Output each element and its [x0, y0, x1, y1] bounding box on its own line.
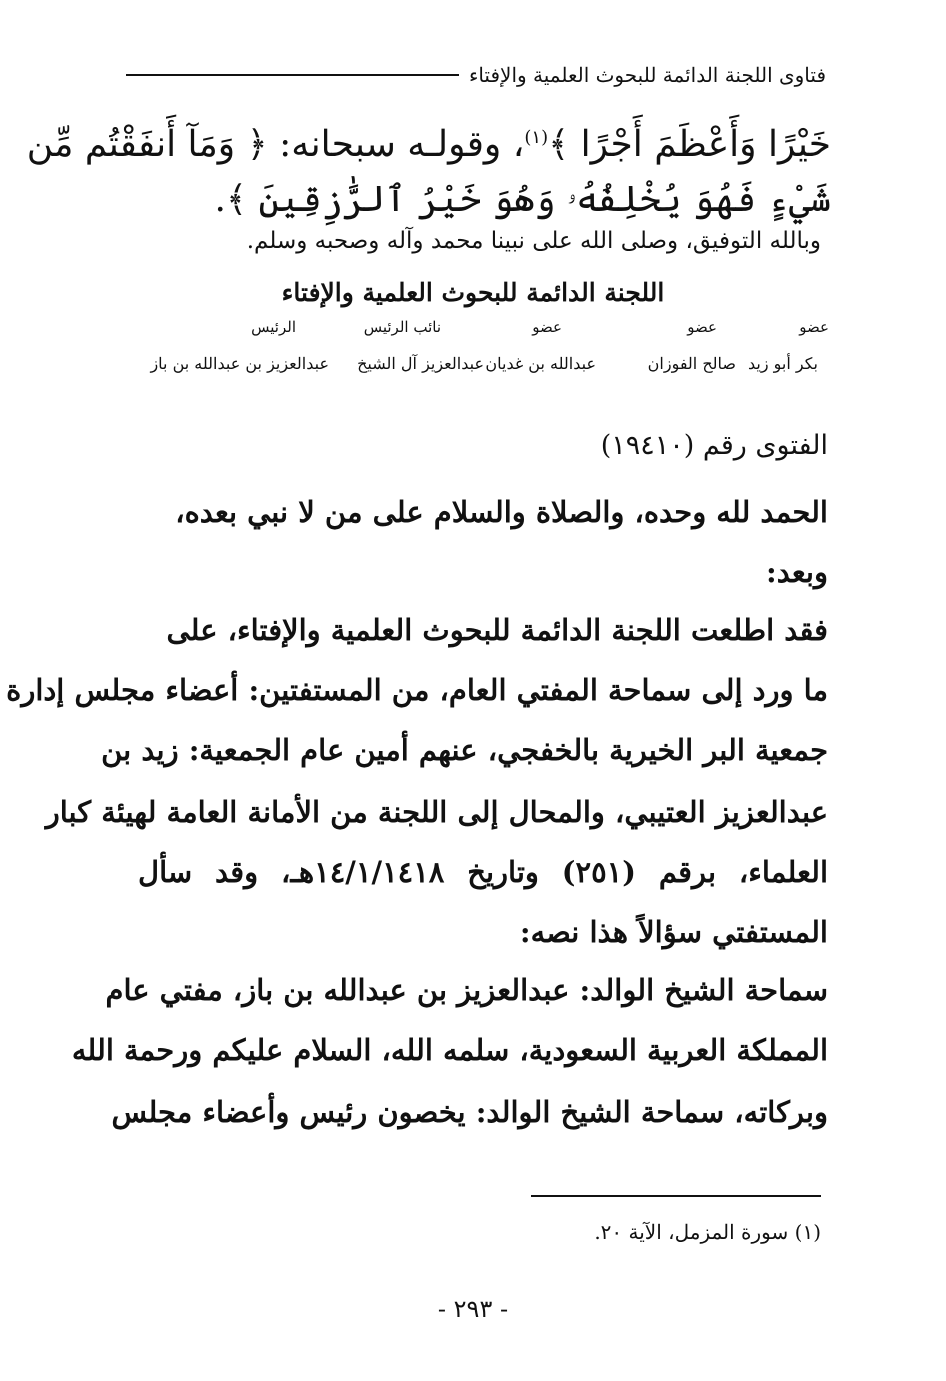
verse-text-1a: خَيْرًا وَأَعْظَمَ أَجْرًا ﴾ — [548, 124, 831, 165]
footnote-marker: (١) — [524, 127, 549, 148]
signatory-role-4: نائب الرئيس — [363, 318, 441, 336]
signatory-name-2: صالح الفوزان — [647, 354, 736, 373]
running-header-title: فتاوى اللجنة الدائمة للبحوث العلمية والإفتاء — [468, 63, 826, 87]
fatwa-number: الفتوى رقم (١٩٤١٠) — [600, 430, 828, 461]
signatory-role-1: عضو — [799, 318, 829, 336]
signatory-name-1: بكر أبو زيد — [747, 354, 818, 373]
header-rule — [126, 74, 459, 76]
signatory-role-3: عضو — [532, 318, 562, 336]
body-line: العلماء، برقم (٢٥١) وتاريخ ١٤/١/١٤١٨هـ، وقد سأل — [138, 855, 828, 889]
footnote: (١) سورة المزمل، الآية ٢٠. — [594, 1220, 821, 1244]
footnote-rule — [531, 1195, 821, 1197]
closing-line: وبالله التوفيق، وصلى الله على نبينا محمد وآله وصحبه وسلم. — [246, 228, 821, 254]
signatory-role-5: الرئيس — [251, 318, 296, 336]
body-line: وبعد: — [766, 555, 828, 589]
body-line: عبدالعزيز العتيبي، والمحال إلى اللجنة من الأمانة العامة لهيئة كبار — [45, 795, 828, 829]
page-number: - ٢٩٣ - — [437, 1295, 509, 1323]
body-line: جمعية البر الخيرية بالخفجي، عنهم أمين عام الجمعية: زيد بن — [101, 733, 828, 767]
running-header — [126, 58, 826, 92]
body-line: ما ورد إلى سماحة المفتي العام، من المستفتين: أعضاء مجلس إدارة — [6, 673, 828, 707]
body-line: فقد اطلعت اللجنة الدائمة للبحوث العلمية والإفتاء، على — [166, 613, 828, 647]
verse-text-1b: ، وقولـه سبحانه: ﴿ وَمَآ أَنفَقْتُم مِّن — [26, 124, 525, 165]
signatory-name-4: عبدالعزيز آل الشيخ — [357, 354, 484, 373]
signatory-name-5: عبدالعزيز بن عبدالله بن باز — [150, 354, 329, 373]
body-line: الحمد لله وحده، والصلاة والسلام على من لا نبي بعده، — [175, 495, 828, 529]
body-line: سماحة الشيخ الوالد: عبدالعزيز بن عبدالله بن باز، مفتي عام — [105, 973, 828, 1007]
verse-line-1 — [26, 108, 831, 175]
body-line: المملكة العربية السعودية، سلمه الله، السلام عليكم ورحمة الله — [71, 1033, 828, 1067]
body-line: المستفتي سؤالاً هذا نصه: — [519, 915, 828, 949]
verse-line-2: شَيْءٍ فَهُوَ يُخْلِفُهُۥ وَهُوَ خَيْرُ ٱلرَّٰزِقِينَ ﴾. — [214, 179, 831, 220]
committee-title: اللجنة الدائمة للبحوث العلمية والإفتاء — [281, 278, 665, 307]
body-line: وبركاته، سماحة الشيخ الوالد: يخصون رئيس وأعضاء مجلس — [111, 1095, 828, 1129]
signatory-role-2: عضو — [687, 318, 717, 336]
signatory-name-3: عبدالله بن غديان — [485, 354, 596, 373]
